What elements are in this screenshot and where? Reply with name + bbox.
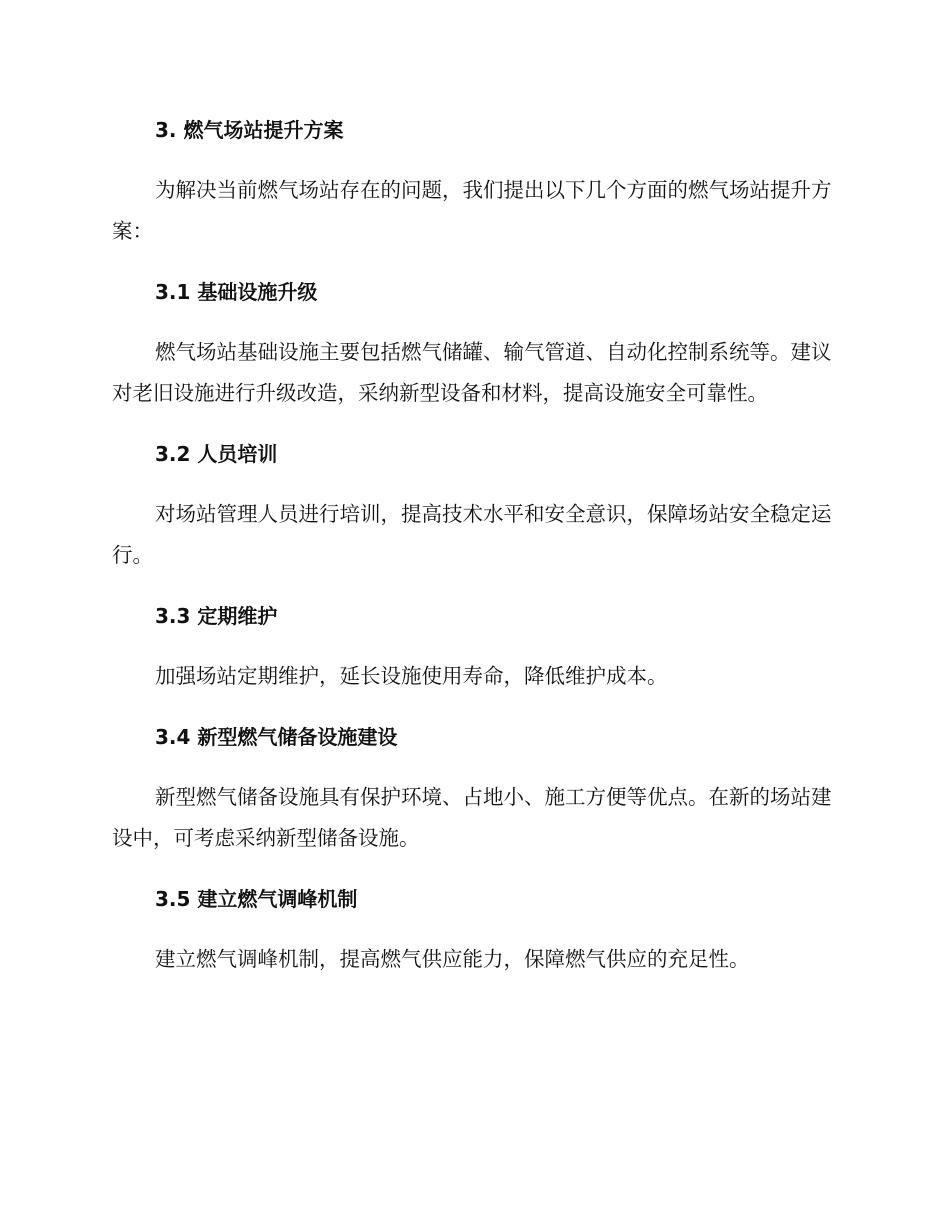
section-paragraph-3-5: 建立燃气调峰机制，提高燃气供应能力，保障燃气供应的充足性。: [155, 947, 750, 971]
section-heading-3-3: 3.3 定期维护: [155, 604, 278, 628]
section-heading-3-1: 3.1 基础设施升级: [155, 280, 318, 304]
section-paragraph-3-4: 新型燃气储备设施具有保护环境、占地小、施工方便等优点。在新的场站建设中，可考虑采纳新型储备设施。: [112, 785, 832, 850]
section-paragraph-3: 为解决当前燃气场站存在的问题，我们提出以下几个方面的燃气场站提升方案：: [112, 178, 832, 243]
section-paragraph-3-3: 加强场站定期维护，延长设施使用寿命，降低维护成本。: [155, 664, 668, 688]
section-paragraph-3-1: 燃气场站基础设施主要包括燃气储罐、输气管道、自动化控制系统等。建议对老旧设施进行升级改造，采纳新型设备和材料，提高设施安全可靠性。: [112, 340, 832, 405]
section-heading-3-2: 3.2 人员培训: [155, 442, 278, 466]
section-heading-3-4: 3.4 新型燃气储备设施建设: [155, 725, 398, 749]
section-heading-3: 3. 燃气场站提升方案: [155, 118, 344, 142]
section-paragraph-3-2: 对场站管理人员进行培训，提高技术水平和安全意识，保障场站安全稳定运行。: [112, 502, 832, 567]
document-body: [112, 112, 832, 1002]
section-heading-3-5: 3.5 建立燃气调峰机制: [155, 887, 358, 911]
